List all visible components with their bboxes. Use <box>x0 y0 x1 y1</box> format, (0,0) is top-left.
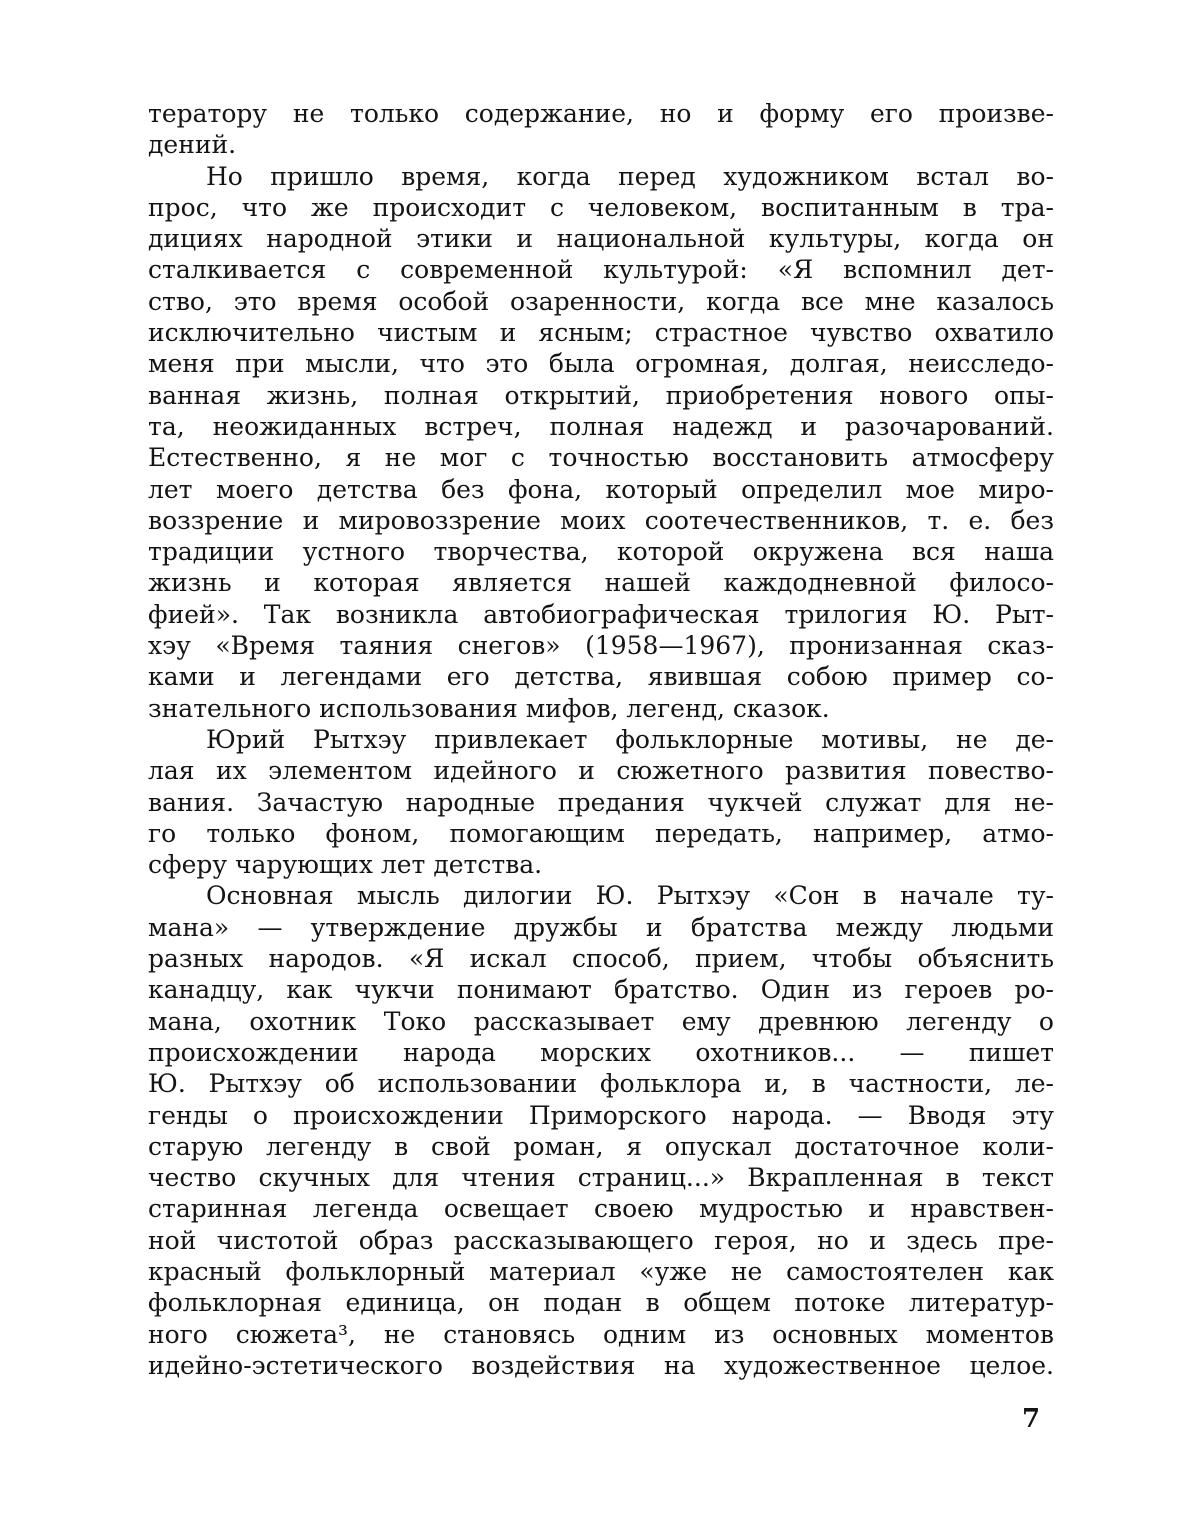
text-line: разных народов. «Я искал способ, прием, чтобы объяснить <box>148 944 1054 974</box>
text-line: фией». Так возникла автобиографическая трилогия Ю. Рыт- <box>148 599 1054 629</box>
text-line: старинная легенда освещает своею мудростью и нравствен- <box>148 1194 1054 1224</box>
text-line: меня при мысли, что это была огромная, долгая, неисследо- <box>148 349 1054 379</box>
text-line: происхождении народа морских охотников... — пишет <box>148 1037 1054 1067</box>
text-line: лая их элементом идейного и сюжетного развития повество- <box>148 756 1054 786</box>
text-line: лет моего детства без фона, который определил мое миро- <box>148 474 1054 504</box>
text-line: хэу «Время таяния снегов» (1958—1967), пронизанная сказ- <box>148 631 1054 661</box>
text-line: Но пришло время, когда перед художником встал во- <box>206 161 1054 191</box>
text-line: ство, это время особой озаренности, когда все мне казалось <box>148 286 1054 316</box>
text-line: фольклорная единица, он подан в общем потоке литератур- <box>148 1288 1054 1318</box>
text-line: ками и легендами его детства, явившая собою пример со- <box>148 662 1054 692</box>
text-line: идейно-эстетического воздействия на художественное целое. <box>148 1350 1054 1380</box>
paragraph <box>148 161 1054 724</box>
text-line: сферу чарующих лет детства. <box>148 850 543 880</box>
text-line: старую легенду в свой роман, я опускал достаточное коли- <box>148 1131 1054 1161</box>
text-line: чество скучных для чтения страниц...» Вкрапленная в текст <box>148 1163 1054 1193</box>
paragraph <box>148 98 1054 161</box>
body-text <box>148 98 1054 1381</box>
page-number: 7 <box>1022 1404 1041 1434</box>
text-line: прос, что же происходит с человеком, воспитанным в тра- <box>148 192 1054 222</box>
text-line: канадцу, как чукчи понимают братство. Один из героев ро- <box>148 975 1054 1005</box>
text-line: красный фольклорный материал «уже не самостоятелен как <box>148 1256 1054 1286</box>
text-line: тератору не только содержание, но и форму его произве- <box>148 99 1054 128</box>
text-line: традиции устного творчества, которой окружена вся наша <box>148 537 1054 567</box>
text-line: Ю. Рытхэу об использовании фольклора и, в частности, ле- <box>148 1069 1054 1099</box>
paragraph <box>148 724 1054 880</box>
text-line: генды о происхождении Приморского народа. — Вводя эту <box>148 1100 1054 1130</box>
text-line: ванная жизнь, полная открытий, приобретения нового опы- <box>148 380 1054 410</box>
text-line: знательного использования мифов, легенд, сказок. <box>148 693 830 723</box>
text-line: мана, охотник Токо рассказывает ему древнюю легенду о <box>148 1006 1054 1036</box>
text-line: ного сюжета³, не становясь одним из основных моментов <box>148 1319 1054 1349</box>
text-line: дений. <box>148 130 237 160</box>
text-line: ной чистотой образ рассказывающего героя, но и здесь пре- <box>148 1225 1054 1255</box>
text-line: го только фоном, помогающим передать, например, атмо- <box>148 818 1054 848</box>
paragraph <box>148 880 1054 1381</box>
text-line: жизнь и которая является нашей каждодневной филосо- <box>148 568 1054 598</box>
text-line: Естественно, я не мог с точностью восстановить атмосферу <box>148 443 1054 473</box>
text-line: та, неожиданных встреч, полная надежд и разочарований. <box>148 411 1054 441</box>
text-line: воззрение и мировоззрение моих соотечественников, т. е. без <box>148 505 1054 535</box>
text-line: мана» — утверждение дружбы и братства между людьми <box>148 912 1054 942</box>
text-line: исключительно чистым и ясным; страстное чувство охватило <box>148 318 1054 348</box>
text-line: Юрий Рытхэу привлекает фольклорные мотивы, не де- <box>206 724 1054 754</box>
text-line: Основная мысль дилогии Ю. Рытхэу «Сон в начале ту- <box>206 881 1054 911</box>
text-line: дициях народной этики и национальной культуры, когда он <box>148 224 1054 254</box>
text-line: вания. Зачастую народные предания чукчей служат для не- <box>148 787 1054 817</box>
text-line: сталкивается с современной культурой: «Я вспомнил дет- <box>148 255 1054 285</box>
